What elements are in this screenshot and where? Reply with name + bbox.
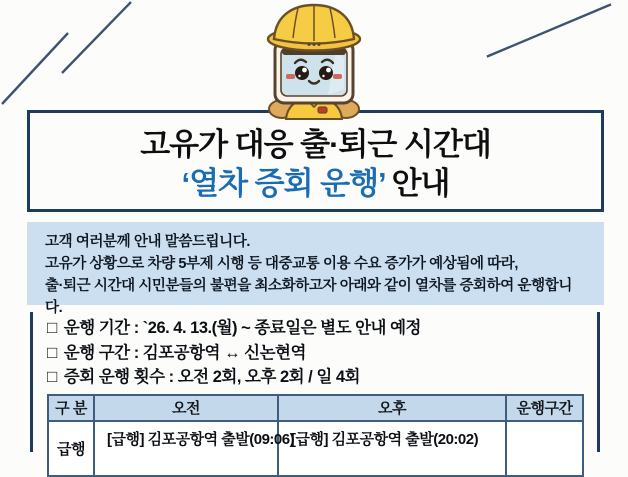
col-header-category: 구 분: [48, 395, 94, 421]
notice-line: 고객 여러분께 안내 말씀드립니다.: [45, 234, 251, 250]
square-bullet-icon: □: [47, 367, 57, 386]
title-box: [27, 110, 604, 212]
poster-title-line2-rest: 안내: [384, 166, 450, 201]
square-bullet-icon: □: [47, 318, 57, 337]
col-header-section: 운행구간: [506, 395, 583, 421]
mascot-helmet-monitor-icon: [248, 1, 380, 119]
mascot-cheek-right: [333, 74, 342, 79]
cell-morning-departure: [급행] 김포공항역 출발(09:06): [94, 421, 278, 476]
detail-item-text: 증회 운행 횟수 : 오전 2회, 오후 2회 / 일 4회: [63, 368, 360, 386]
poster-title-highlight: ‘열차 증회 운행’: [181, 166, 385, 201]
mascot-eye-left: [295, 66, 309, 80]
mascot-cheek-left: [286, 74, 295, 79]
notice-box: [27, 222, 604, 316]
details-section: [30, 312, 600, 458]
detail-item-period: [47, 316, 597, 341]
schedule-table: [47, 394, 584, 477]
mascot-badge: [318, 107, 327, 113]
cell-afternoon-departure: [급행] 김포공항역 출발(20:02): [278, 421, 506, 476]
col-header-morning: 오전: [94, 395, 278, 421]
poster-title-line2: [30, 164, 601, 204]
table-header-row: [48, 395, 583, 421]
detail-item-frequency: [47, 365, 597, 390]
col-header-afternoon: 오후: [278, 395, 506, 421]
table-row: [48, 421, 583, 476]
poster-title-line1: 고유가 대응 출·퇴근 시간대: [140, 127, 491, 162]
detail-item-section: [47, 341, 597, 366]
detail-list: [47, 316, 597, 390]
cell-section: [506, 421, 583, 476]
square-bullet-icon: □: [47, 342, 57, 362]
detail-item-text: 운행 구간 : 김포공항역 ↔ 신논현역: [63, 343, 306, 362]
notice-line: 고유가 상황으로 차량 5부제 시행 등 대중교통 이용 수요 증가가 예상됨에 따라,: [45, 256, 519, 272]
detail-item-text: 운행 기간 : `26. 4. 13.(월) ~ 종료일은 별도 안내 예정: [63, 319, 421, 337]
notice-line: 출·퇴근 시간대 시민분들의 불편을 최소화하고자 아래와 같이 열차를 증회하여 운행합니다.: [45, 278, 572, 316]
mascot-eye-right: [319, 66, 333, 80]
cell-category: 급행: [48, 421, 94, 476]
